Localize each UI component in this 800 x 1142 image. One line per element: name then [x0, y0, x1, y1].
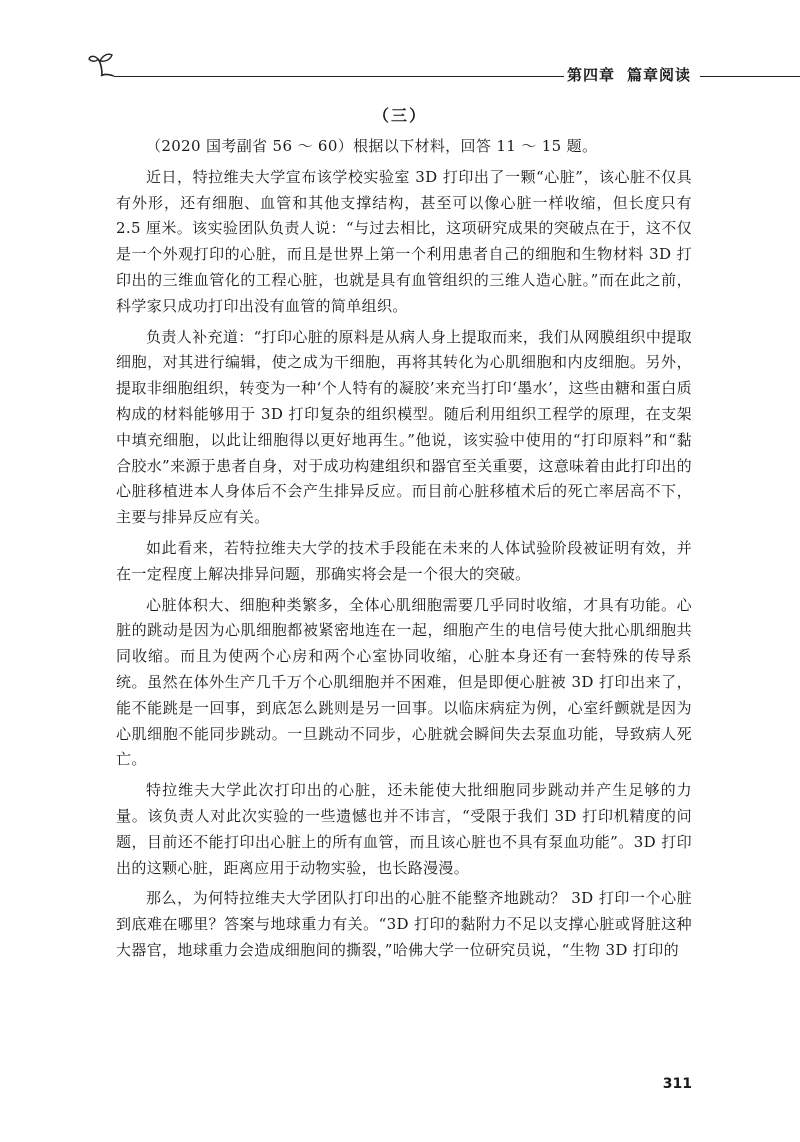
header-section: 篇章阅读: [627, 66, 692, 84]
paragraph: 如此看来，若特拉维夫大学的技术手段能在未来的人体试验阶段被证明有效，并在一定程度上解决排异问题，那确实将会是一个很大的突破。: [116, 538, 692, 583]
question-intro: （2020 国考副省 56 ～ 60）根据以下材料，回答 11 ～ 15 题。: [146, 137, 598, 155]
article-body: [116, 134, 692, 969]
header-title: [567, 64, 697, 85]
header-rule-left: [114, 76, 564, 77]
header-chapter: 第四章: [567, 66, 616, 84]
paragraph: 特拉维夫大学此次打印出的心脏，还未能使大批细胞同步跳动并产生足够的力量。该负责人对此次实验的一些遗憾也并不讳言，“受限于我们 3D 打印机精度的问题，目前还不能打印出心脏上的所有血管，而且该心脏也不具有泵血功能”。3D 打印出的这颗心脏，距离应用于动物实验，也长路漫漫。: [116, 781, 692, 877]
running-header: [88, 50, 800, 90]
paragraph: 近日，特拉维夫大学宣布该学校实验室 3D 打印出了一颗“心脏”，该心脏不仅具有外形，还有细胞、血管和其他支撑结构，甚至可以像心脏一样收缩，但长度只有 2.5 厘米。该实验团队负责人说：“与过去相比，这项研究成果的突破点在于，这不仅是一个外观打印的心脏，而且是世界上第一个利用患者自己的细胞和生物材料 3D 打印出的三维血管化的工程心脏，也就是具有血管组织的三维人造心脏。”而在此之前，科学家只成功打印出没有血管的简单组织。: [116, 167, 692, 315]
paragraph: 负责人补充道：“打印心脏的原料是从病人身上提取而来，我们从网膜组织中提取细胞，对其进行编辑，使之成为干细胞，再将其转化为心肌细胞和内皮细胞。另外，提取非细胞组织，转变为一种‘个人特有的凝胶’来充当打印‘墨水’，这些由糖和蛋白质构成的材料能够用于 3D 打印复杂的组织模型。随后利用组织工程学的原理，在支架中填充细胞，以此让细胞得以更好地再生。”他说，该实验中使用的“打印原料”和“黏合胶水”来源于患者自身，对于成功构建组织和器官至关重要，这意味着由此打印出的心脏移植进本人身体后不会产生排异反应。而目前心脏移植术后的死亡率居高不下，主要与排异反应有关。: [116, 327, 692, 527]
paragraph: 那么，为何特拉维夫大学团队打印出的心脏不能整齐地跳动？ 3D 打印一个心脏到底难在哪里？答案与地球重力有关。“3D 打印的黏附力不足以支撑心脏或肾脏这种大器官，地球重力会造成细胞间的撕裂，”哈佛大学一位研究员说，“生物 3D 打印的: [116, 889, 692, 959]
page-number: 311: [662, 1076, 692, 1092]
paragraph: 心脏体积大、细胞种类繁多，全体心肌细胞需要几乎同时收缩，才具有功能。心脏的跳动是因为心肌细胞都被紧密地连在一起，细胞产生的电信号使大批心肌细胞共同收缩。而且为使两个心房和两个心室协同收缩，心脏本身还有一套特殊的传导系统。虽然在体外生产几千万个心肌细胞并不困难，但是即便心脏被 3D 打印出来了，能不能跳是一回事，到底怎么跳则是另一回事。以临床病症为例，心室纤颤就是因为心肌细胞不能同步跳动。一旦跳动不同步，心脏就会瞬间失去泵血功能，导致病人死亡。: [116, 595, 692, 769]
header-rule-right: [700, 76, 800, 77]
section-title: （三）: [372, 106, 427, 125]
